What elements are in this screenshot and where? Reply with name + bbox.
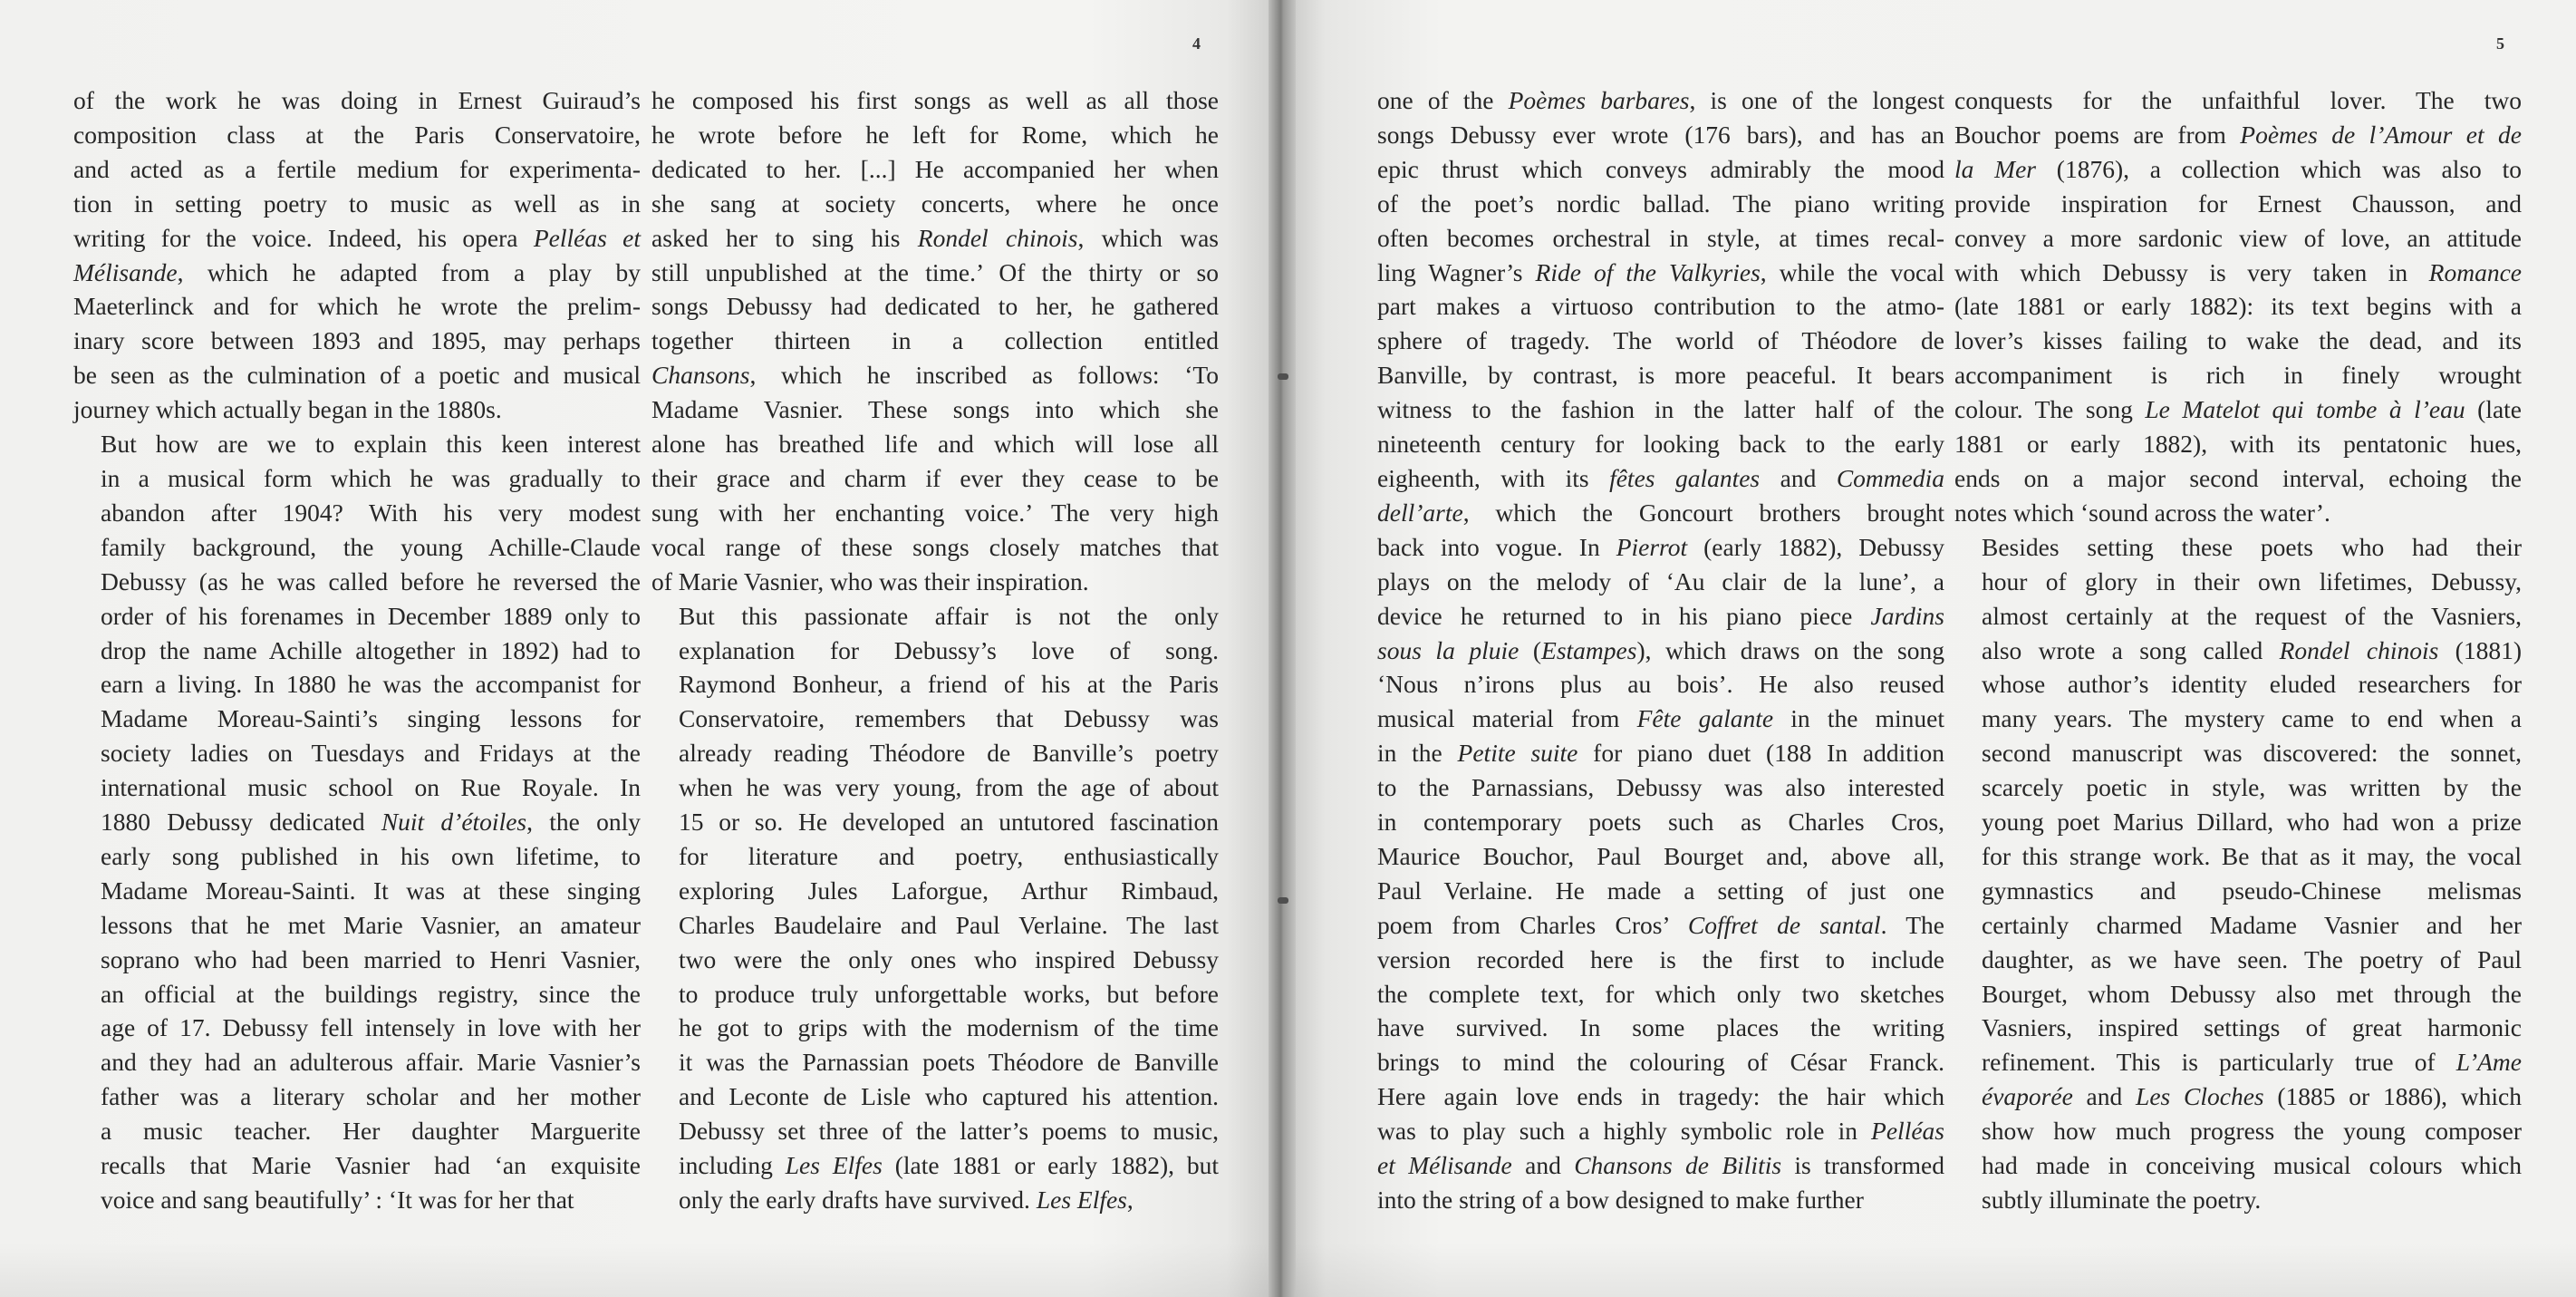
text-line: was to play such a highly symbolic role in Pelléas (1377, 1117, 1944, 1146)
text-line: Conservatoire, remembers that Debussy was (679, 704, 1219, 733)
right-column-1 (1377, 83, 1944, 1217)
text-line: But this passionate affair is not the only (679, 601, 1219, 630)
text-line: dedicated to her. [...] He accompanied her when (651, 154, 1219, 183)
text-line: ‘Nous n’irons plus au bois’. He also reused (1377, 670, 1944, 699)
text-line: 15 or so. He developed an untutored fascination (679, 808, 1219, 837)
text-line: 1881 or early 1882), with its pentatonic hues, (1954, 430, 2522, 459)
text-line: witness to the fashion in the latter half of the (1377, 395, 1944, 424)
text-line: Bourget, whom Debussy also met through the (1982, 979, 2522, 1008)
text-line: device he returned to in his piano piece Jardins (1377, 601, 1944, 630)
text-line: Banville, by contrast, is more peaceful. It bears (1377, 361, 1944, 390)
text-line: young poet Marius Dillard, who had won a prize (1982, 808, 2522, 837)
text-line: had made in conceiving musical colours which (1982, 1151, 2522, 1180)
text-line: he wrote before he left for Rome, which he (651, 120, 1219, 149)
text-line: nineteenth century for looking back to the early (1377, 430, 1944, 459)
text-line: family background, the young Achille-Claude (101, 532, 641, 561)
text-line: part makes a virtuoso contribution to the atmo- (1377, 292, 1944, 321)
text-line: order of his forenames in December 1889 only to (101, 601, 641, 630)
text-line: drop the name Achille altogether in 1892) had to (101, 635, 641, 664)
text-line: with which Debussy is very taken in Romance (1954, 257, 2522, 286)
text-line: refinement. This is particularly true of L’Ame (1982, 1048, 2522, 1077)
text-line: including Les Elfes (late 1881 or early 1882), but (679, 1151, 1219, 1180)
text-line: age of 17. Debussy fell intensely in love with her (101, 1013, 641, 1042)
text-line: Maeterlinck and for which he wrote the prelim- (73, 292, 641, 321)
text-line: sous la pluie (Estampes), which draws on the song (1377, 635, 1944, 664)
text-line: already reading Théodore de Banville’s poetry (679, 739, 1219, 768)
staple (1278, 897, 1288, 904)
text-line: provide inspiration for Ernest Chausson, and (1954, 189, 2522, 218)
text-line: only the early drafts have survived. Les Elfes, (679, 1186, 1134, 1214)
paragraph (73, 83, 641, 427)
text-line: to the Parnassians, Debussy was also interested (1377, 773, 1944, 802)
paragraph (651, 83, 1219, 599)
text-line: international music school on Rue Royale. In (101, 773, 641, 802)
text-line: for this strange work. Be that as it may, the vocal (1982, 841, 2522, 870)
text-line: in contemporary poets such as Charles Cros, (1377, 808, 1944, 837)
text-line: when he was very young, from the age of about (679, 773, 1219, 802)
paragraph (1377, 83, 1944, 1217)
text-line: certainly charmed Madame Vasnier and her (1982, 910, 2522, 939)
paragraph (73, 427, 641, 1217)
text-line: 1880 Debussy dedicated Nuit d’étoiles, the only (101, 808, 641, 837)
text-line: (late 1881 or early 1882): its text begins with a (1954, 292, 2522, 321)
text-line: and they had an adulterous affair. Marie Vasnier’s (101, 1048, 641, 1077)
text-line: conquests for the unfaithful lover. The two (1954, 86, 2522, 114)
text-line: and Leconte de Lisle who captured his attention. (679, 1082, 1219, 1111)
text-line: dell’arte, which the Goncourt brothers brought (1377, 498, 1944, 527)
text-line: society ladies on Tuesdays and Fridays at the (101, 739, 641, 768)
text-line: poem from Charles Cros’ Coffret de santal. The (1377, 910, 1945, 939)
text-line: lessons that he met Marie Vasnier, an amateur (101, 910, 641, 939)
text-line: of Marie Vasnier, who was their inspiration. (651, 566, 1089, 595)
text-line: inary score between 1893 and 1895, may perhaps (73, 326, 641, 355)
text-line: songs Debussy had dedicated to her, he gathered (651, 292, 1219, 321)
text-line: soprano who had been married to Henri Vasnier, (101, 944, 641, 973)
text-line: Debussy (as he was called before he reversed the (101, 566, 641, 595)
text-line: often becomes orchestral in style, at times recal- (1377, 223, 1944, 252)
text-line: ling Wagner’s Ride of the Valkyries, while the vocal (1377, 257, 1944, 286)
text-line: earn a living. In 1880 he was the accompanist for (101, 670, 641, 699)
paragraph (1954, 530, 2522, 1217)
paragraph (1954, 83, 2522, 530)
page-number-right: 5 (2496, 34, 2504, 53)
text-line: version recorded here is the first to include (1377, 944, 1944, 973)
text-line: Mélisande, which he adapted from a play by (73, 257, 641, 286)
text-line: show how much progress the young composer (1982, 1117, 2522, 1146)
text-line: alone has breathed life and which will lose all (651, 430, 1219, 459)
text-line: writing for the voice. Indeed, his opera Pelléas et (73, 223, 641, 252)
text-line: évaporée and Les Cloches (1885 or 1886), which (1982, 1082, 2522, 1111)
text-line: and acted as a fertile medium for experimenta- (73, 154, 641, 183)
text-line: still unpublished at the time.’ Of the thirty or so (651, 257, 1219, 286)
text-line: asked her to sing his Rondel chinois, which was (651, 223, 1219, 252)
text-line: Vasniers, inspired settings of great harmonic (1982, 1013, 2522, 1042)
text-line: in the Petite suite for piano duet (188 In addition (1377, 739, 1944, 768)
text-line: he composed his first songs as well as all those (651, 86, 1219, 114)
text-line: daughter, as we have seen. The poetry of Paul (1982, 944, 2522, 973)
left-column-2 (651, 83, 1219, 1217)
page-shadow (0, 1243, 1278, 1297)
text-line: tion in setting poetry to music as well as in (73, 189, 641, 218)
text-line: scarcely poetic in style, was written by the (1982, 773, 2522, 802)
text-line: have survived. In some places the writing (1377, 1013, 1944, 1042)
left-column-1 (73, 83, 641, 1217)
text-line: in a musical form which he was gradually to (101, 463, 641, 492)
text-line: Here again love ends in tragedy: the hair which (1377, 1082, 1944, 1111)
text-line: almost certainly at the request of the Vasniers, (1982, 601, 2522, 630)
text-line: sphere of tragedy. The world of Théodore de (1377, 326, 1944, 355)
text-line: hour of glory in their own lifetimes, Debussy, (1982, 566, 2522, 595)
text-line: songs Debussy ever wrote (176 bars), and has an (1377, 120, 1944, 149)
paragraph (651, 599, 1219, 1217)
text-line: one of the Poèmes barbares, is one of the longest (1377, 86, 1944, 114)
text-line: Chansons, which he inscribed as follows: ‘To (651, 361, 1219, 390)
text-line: brings to mind the colouring of César Franck. (1377, 1048, 1944, 1077)
text-line: an official at the buildings registry, since the (101, 979, 641, 1008)
page-shadow (1287, 1243, 2576, 1297)
text-line: of the work he was doing in Ernest Guiraud’s (73, 86, 641, 114)
text-line: Raymond Bonheur, a friend of his at the Paris (679, 670, 1219, 699)
text-line: a music teacher. Her daughter Marguerite (101, 1117, 641, 1146)
text-line: second manuscript was discovered: the sonnet, (1982, 739, 2522, 768)
text-line: composition class at the Paris Conservatoire, (73, 120, 641, 149)
text-line: Besides setting these poets who had their (1982, 532, 2522, 561)
text-line: Charles Baudelaire and Paul Verlaine. The last (679, 910, 1219, 939)
text-line: it was the Parnassian poets Théodore de Banville (679, 1048, 1219, 1077)
text-line: many years. The mystery came to end when a (1982, 704, 2522, 733)
text-line: subtly illuminate the poetry. (1982, 1186, 2262, 1214)
text-line: exploring Jules Laforgue, Arthur Rimbaud, (679, 876, 1219, 905)
text-line: voice and sang beautifully’ : ‘It was for her that (101, 1186, 574, 1214)
text-line: Madame Moreau-Sainti’s singing lessons for (101, 704, 641, 733)
text-line: accompaniment is rich in finely wrought (1954, 361, 2522, 390)
text-line: early song published in his own lifetime, to (101, 841, 641, 870)
text-line: abandon after 1904? With his very modest (101, 498, 641, 527)
text-line: Madame Vasnier. These songs into which she (651, 395, 1219, 424)
text-line: sung with her enchanting voice.’ The very high (651, 498, 1219, 527)
text-line: together thirteen in a collection entitled (651, 326, 1219, 355)
text-line: Debussy set three of the latter’s poems to music, (679, 1117, 1219, 1146)
text-line: of the poet’s nordic ballad. The piano writing (1377, 189, 1944, 218)
text-line: But how are we to explain this keen interest (101, 430, 641, 459)
text-line: journey which actually began in the 1880s. (73, 395, 502, 424)
text-line: be seen as the culmination of a poetic and musical (73, 361, 641, 390)
text-line: two were the only ones who inspired Debussy (679, 944, 1219, 973)
page-number-left: 4 (1192, 34, 1201, 53)
text-line: et Mélisande and Chansons de Bilitis is transformed (1377, 1151, 1944, 1180)
text-line: colour. The song Le Matelot qui tombe à l’eau (late (1954, 395, 2522, 424)
book-spine (1269, 0, 1296, 1297)
text-line: notes which ‘sound across the water’. (1954, 498, 2330, 527)
text-line: he got to grips with the modernism of the time (679, 1013, 1219, 1042)
text-line: father was a literary scholar and her mother (101, 1082, 641, 1111)
text-line: also wrote a song called Rondel chinois (1881) (1982, 635, 2523, 664)
text-line: recalls that Marie Vasnier had ‘an exquisite (101, 1151, 641, 1180)
text-line: musical material from Fête galante in the minuet (1377, 704, 1944, 733)
text-line: Paul Verlaine. He made a setting of just one (1377, 876, 1944, 905)
right-page (1287, 0, 2576, 1297)
text-line: explanation for Debussy’s love of song. (679, 635, 1219, 664)
text-line: Madame Moreau-Sainti. It was at these singing (101, 876, 641, 905)
left-page (0, 0, 1278, 1297)
text-line: eigheenth, with its fêtes galantes and Commedia (1377, 463, 1944, 492)
text-line: the complete text, for which only two sketches (1377, 979, 1944, 1008)
text-line: lover’s kisses failing to wake the dead, and its (1954, 326, 2522, 355)
text-line: whose author’s identity eluded researchers for (1982, 670, 2522, 699)
text-line: vocal range of these songs closely matches that (651, 532, 1219, 561)
text-line: to produce truly unforgettable works, but before (679, 979, 1219, 1008)
text-line: for literature and poetry, enthusiastically (679, 841, 1219, 870)
text-line: la Mer (1876), a collection which was also to (1954, 154, 2522, 183)
text-line: plays on the melody of ‘Au clair de la lune’, a (1377, 566, 1944, 595)
text-line: ends on a major second interval, echoing the (1954, 463, 2522, 492)
text-line: epic thrust which conveys admirably the mood (1377, 154, 1944, 183)
text-line: Bouchor poems are from Poèmes de l’Amour et de (1954, 120, 2522, 149)
right-column-2 (1954, 83, 2522, 1217)
staple (1278, 373, 1288, 380)
text-line: into the string of a bow designed to make further (1377, 1186, 1864, 1214)
text-line: their grace and charm if ever they cease to be (651, 463, 1219, 492)
text-line: Maurice Bouchor, Paul Bourget and, above all, (1377, 841, 1944, 870)
text-line: convey a more sardonic view of love, an attitude (1954, 223, 2522, 252)
text-line: back into vogue. In Pierrot (early 1882), Debussy (1377, 532, 1945, 561)
text-line: gymnastics and pseudo-Chinese melismas (1982, 876, 2522, 905)
text-line: she sang at society concerts, where he once (651, 189, 1219, 218)
